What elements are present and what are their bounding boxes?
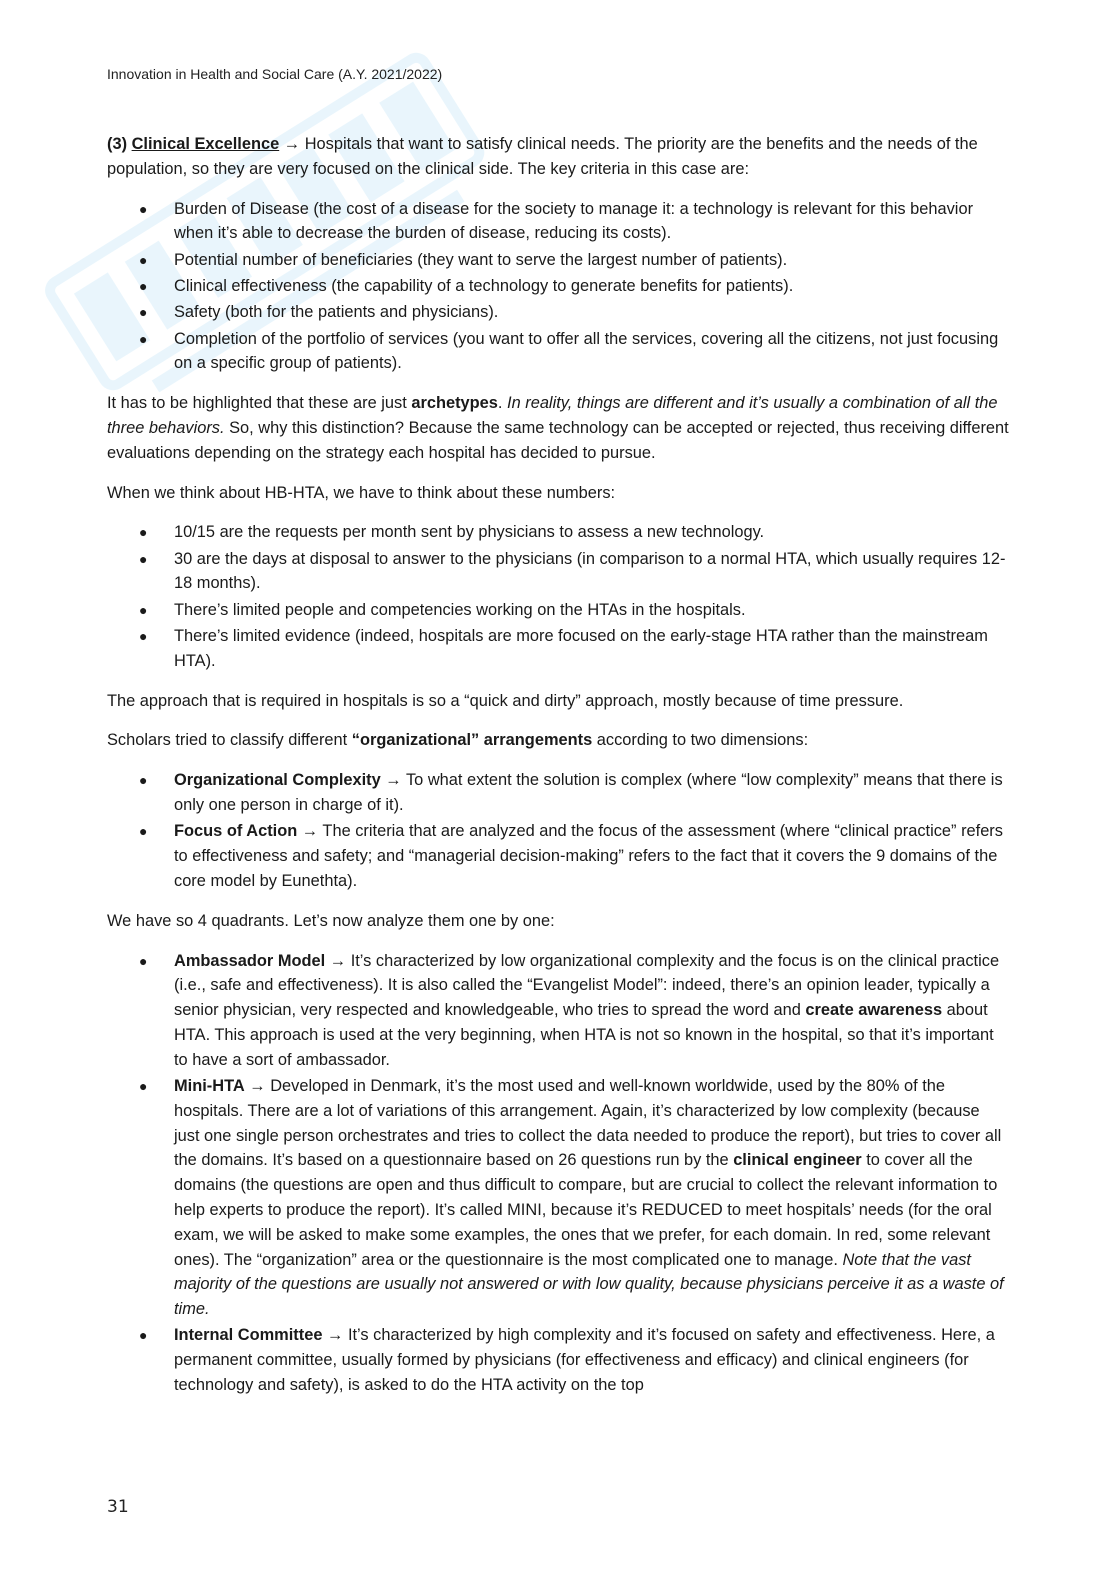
list-item: ● There’s limited people and competencies working on the HTAs in the hospitals. — [107, 598, 1009, 623]
list-item: ● 30 are the days at disposal to answer to the physicians (in comparison to a normal HTA, which usually requires 12-18 months). — [107, 547, 1009, 597]
numbers-list — [107, 520, 1009, 673]
running-header: Innovation in Health and Social Care (A.Y. 2021/2022) — [107, 66, 443, 82]
arrow: → — [279, 135, 305, 153]
bullet-icon: ● — [139, 1078, 148, 1094]
bullet-icon: ● — [139, 772, 148, 789]
document-body — [107, 132, 1009, 1413]
clinical-excellence-paragraph — [107, 132, 1009, 182]
list-item: ● Burden of Disease (the cost of a disease for the society to manage it: a technology is relevant for this behavior when it’s able to decrease the burden of disease, reducing its costs). — [107, 197, 1009, 247]
list-item: ● Safety (both for the patients and physicians). — [107, 300, 1009, 325]
bullet-icon: ● — [139, 200, 148, 217]
models-list — [107, 949, 1009, 1398]
list-item: ● 10/15 are the requests per month sent by physicians to assess a new technology. — [107, 520, 1009, 545]
hb-hta-intro-paragraph: When we think about HB-HTA, we have to think about these numbers: — [107, 483, 616, 502]
bullet-icon: ● — [139, 628, 148, 645]
scholars-paragraph: Scholars tried to classify different “organizational” arrangements according to two dimensions: — [107, 731, 809, 750]
section-title: Clinical Excellence — [131, 135, 280, 153]
bullet-icon: ● — [139, 1327, 148, 1344]
list-item: ● There’s limited evidence (indeed, hospitals are more focused on the early-stage HTA rather than the mainstream HTA). — [107, 624, 1009, 674]
list-item: ● Organizational Complexity → To what extent the solution is complex (where “low complexity” means that there is only one person in charge of it). — [107, 768, 1009, 818]
bullet-icon: ● — [139, 277, 148, 294]
bullet-icon: ● — [139, 251, 148, 268]
list-item: ● Clinical effectiveness (the capability of a technology to generate benefits for patients). — [107, 274, 1009, 299]
quadrants-paragraph: We have so 4 quadrants. Let’s now analyze them one by one: — [107, 911, 555, 930]
list-item: ● Completion of the portfolio of services (you want to offer all the services, covering all the citizens, not just focusing on a specific group of patients). — [107, 327, 1009, 377]
archetypes-paragraph: It has to be highlighted that these are just archetypes. In reality, things are different and it’s usually a combination of all the three behaviors. So, why this distinction? Because the same technology can be accepted or rejected, thus receiving different evaluations depending on the strategy each hospital has decided to pursue. — [107, 394, 1009, 462]
approach-paragraph: The approach that is required in hospitals is so a “quick and dirty” approach, mostly because of time pressure. — [107, 691, 904, 710]
criteria-list — [107, 197, 1009, 377]
bullet-icon: ● — [139, 550, 148, 567]
bullet-icon: ● — [139, 601, 148, 618]
list-item: ● Ambassador Model → It’s characterized by low organizational complexity and the focus is on the clinical practice (i.e., safe and effectiveness). It is also called the “Evangelist Model”: indeed, there’s an opinion leader, typically a senior physician, very respected and knowledgeable, who tries to spread the word and create awareness about HTA. This approach is used at the very beginning, when HTA is not so known in the hospital, so that it’s important to have a sort of ambassador. — [107, 949, 1009, 1073]
list-item: ● Focus of Action → The criteria that are analyzed and the focus of the assessment (where “clinical practice” refers to effectiveness and safety; and “managerial decision-making” refers to the fact that it covers the 9 domains of the core model by Eunethta). — [107, 819, 1009, 893]
page-number: 31 — [107, 1497, 129, 1517]
list-item: ● Potential number of beneficiaries (they want to serve the largest number of patients). — [107, 248, 1009, 273]
list-item: ● Mini-HTA → Developed in Denmark, it’s the most used and well-known worldwide, used by the 80% of the hospitals. There are a lot of variations of this arrangement. Again, it’s characterized by low complexity (because just one single person orchestrates and tries to collect the data needed to produce the report), but tries to cover all the domains. It’s based on a questionnaire based on 26 questions run by the clinical engineer to cover all the domains (the questions are open and thus difficult to compare, but are crucial to collect the relevant information to help experts to produce the report). It’s called MINI, because it’s REDUCED to meet hospitals’ needs (for the oral exam, we will be asked to make some examples, the ones that we prefer, for each domain. In red, some relevant ones). The “organization” area or the questionnaire is the most complicated one to manage. Note that the vast majority of the questions are usually not answered or with low quality, because physicians perceive it as a waste of time. — [107, 1074, 1009, 1322]
bullet-icon: ● — [139, 304, 148, 321]
dimensions-list — [107, 768, 1009, 893]
bullet-icon: ● — [139, 952, 148, 969]
bullet-icon: ● — [139, 330, 148, 347]
bullet-icon: ● — [139, 524, 148, 541]
section-number: (3) — [107, 135, 132, 153]
bullet-icon: ● — [139, 823, 148, 840]
list-item: ● Internal Committee → It’s characterized by high complexity and it’s focused on safety and effectiveness. Here, a permanent committee, usually formed by physicians (for effectiveness and efficacy) and clinical engineers (for technology and safety), is asked to do the HTA activity on the top — [107, 1323, 1009, 1397]
paragraph-text: Hospitals that want to satisfy clinical needs. The priority are the benefits and the needs of the population, so they are very focused on the clinical side. The key criteria in this case are: — [107, 135, 978, 178]
